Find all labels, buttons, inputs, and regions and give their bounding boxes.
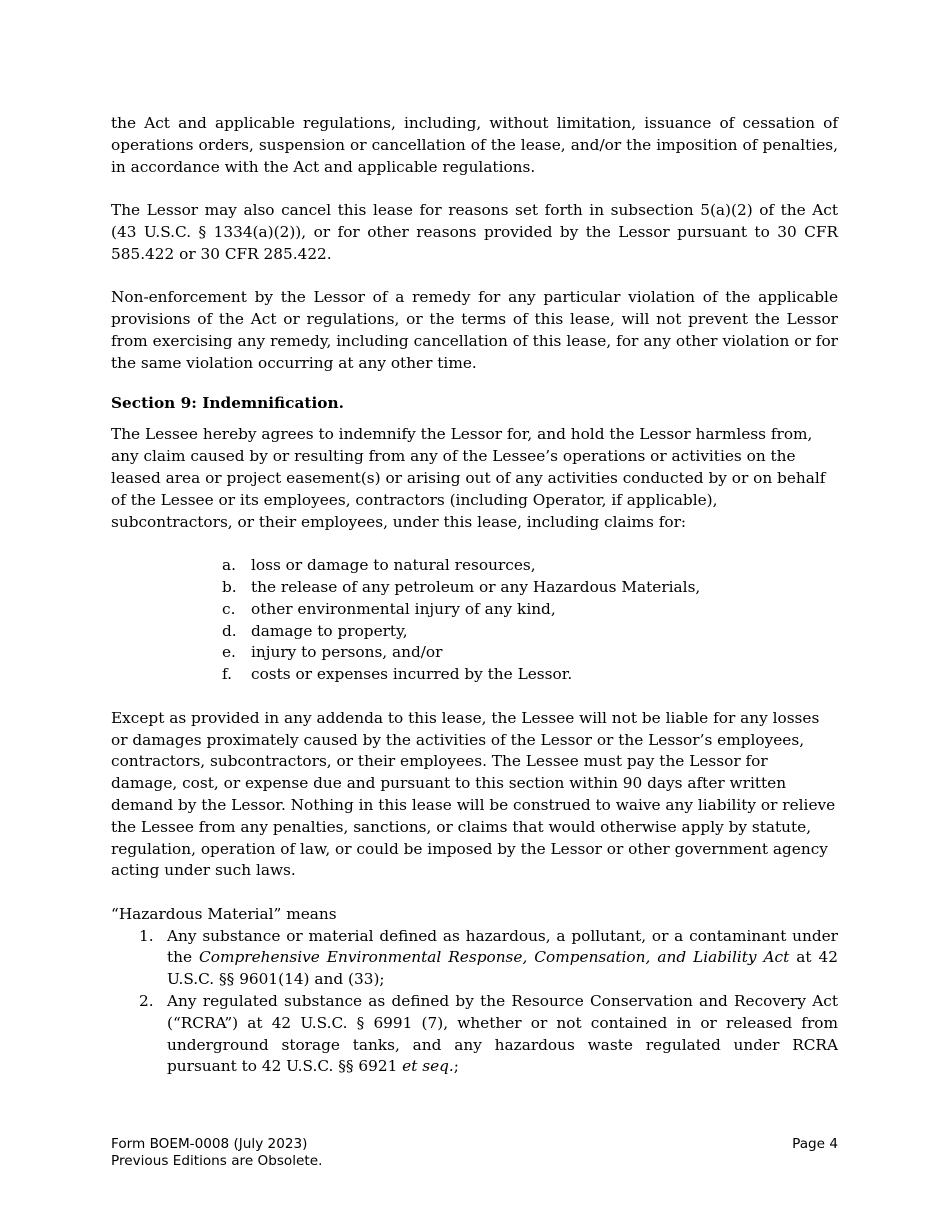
hazardous-material-list (111, 926, 838, 1079)
list-item (139, 926, 838, 991)
list-marker: f. (222, 665, 232, 684)
list-marker: b. (222, 577, 237, 596)
page-number: Page 4 (792, 1136, 838, 1152)
page-footer (111, 1136, 838, 1170)
list-item (222, 621, 838, 643)
et-seq: et seq. (402, 1057, 454, 1076)
claims-list (111, 555, 838, 686)
text-segment: ; (453, 1057, 459, 1076)
list-item-text (167, 991, 838, 1078)
list-item-text: loss or damage to natural resources, (251, 556, 536, 575)
paragraph-continued: the Act and applicable regulations, including, without limitation, issuance of cessation of operations orders, suspension or cancellation of the lease, and/or the imposition of penalties, in accordance with the Act and applicable regulations. (111, 114, 838, 176)
paragraph-nonenforcement: Non-enforcement by the Lessor of a remedy for any particular violation of the applicable provisions of the Act or regulations, or the terms of this lease, will not prevent the Lessor from exercising any remedy, including cancellation of this lease, for any other violation or for the same violation occurring at any other time. (111, 288, 838, 372)
list-marker: a. (222, 556, 236, 575)
list-item (222, 577, 838, 599)
list-item (222, 555, 838, 577)
list-item-text: injury to persons, and/or (251, 643, 443, 662)
text-segment: Any substance or material defined as hazardous, a pollutant, or a contaminant under the (167, 926, 838, 967)
act-title: Comprehensive Environmental Response, Compensation, and Liability Act (199, 948, 790, 967)
paragraph-cancel: The Lessor may also cancel this lease for reasons set forth in subsection 5(a)(2) of the Act (43 U.S.C. § 1334(a)(2)), or for other reasons provided by the Lessor pursuant to 30 CFR 585.422 or 30 CFR 285.422. (111, 201, 838, 263)
list-item-text: costs or expenses incurred by the Lessor. (251, 665, 573, 684)
list-item-text: damage to property, (251, 621, 408, 640)
text-segment: Any regulated substance as defined by the Resource Conservation and Recovery Act (“RCRA”) at 42 U.S.C. § 6991 (7), whether or not contained in or released from underground storage tanks, and any hazardous waste regulated under RCRA pursuant to 42 U.S.C. §§ 6921 (167, 992, 838, 1076)
list-item (222, 664, 838, 686)
list-item-text: other environmental injury of any kind, (251, 599, 556, 618)
footer-row (111, 1136, 838, 1153)
obsolete-note: Previous Editions are Obsolete. (111, 1153, 323, 1169)
section-9-paragraph: The Lessee hereby agrees to indemnify the Lessor for, and hold the Lessor harmless from, any claim caused by or resulting from any of the Lessee’s operations or activities on the leased area or project easement(s) or arising out of any activities conducted by or on behalf of the Lessee or its employees, contractors (including Operator, if applicable), subcontractors, or their employees, under this lease, including claims for: (111, 425, 826, 531)
list-item-text (167, 926, 838, 991)
list-marker: e. (222, 643, 236, 662)
list-marker: c. (222, 599, 236, 618)
list-item (222, 642, 838, 664)
list-marker: 2. (139, 992, 154, 1011)
list-marker: d. (222, 621, 237, 640)
paragraph-except: Except as provided in any addenda to this lease, the Lessee will not be liable for any losses or damages proximately caused by the activities of the Lessor or the Lessor’s employees, contractors, subcontractors, or their employees. The Lessee must pay the Lessor for damage, cost, or expense due and pursuant to this section within 90 days after written demand by the Lessor. Nothing in this lease will be construed to waive any liability or relieve the Lessee from any penalties, sanctions, or claims that would otherwise apply by statute, regulation, operation of law, or could be imposed by the Lessor or other government agency acting under such laws. (111, 708, 836, 880)
form-id: Form BOEM-0008 (July 2023) (111, 1136, 308, 1152)
page-content (111, 113, 838, 1078)
list-item (222, 599, 838, 621)
list-item (139, 991, 838, 1078)
text-segment: at 42 U.S.C. §§ 9601(14) and (33); (167, 948, 838, 989)
list-item-text: the release of any petroleum or any Hazardous Materials, (251, 577, 701, 596)
section-9-heading: Section 9: Indemnification. (111, 393, 344, 412)
list-marker: 1. (139, 926, 154, 945)
hazardous-material-intro: “Hazardous Material” means (111, 904, 337, 923)
